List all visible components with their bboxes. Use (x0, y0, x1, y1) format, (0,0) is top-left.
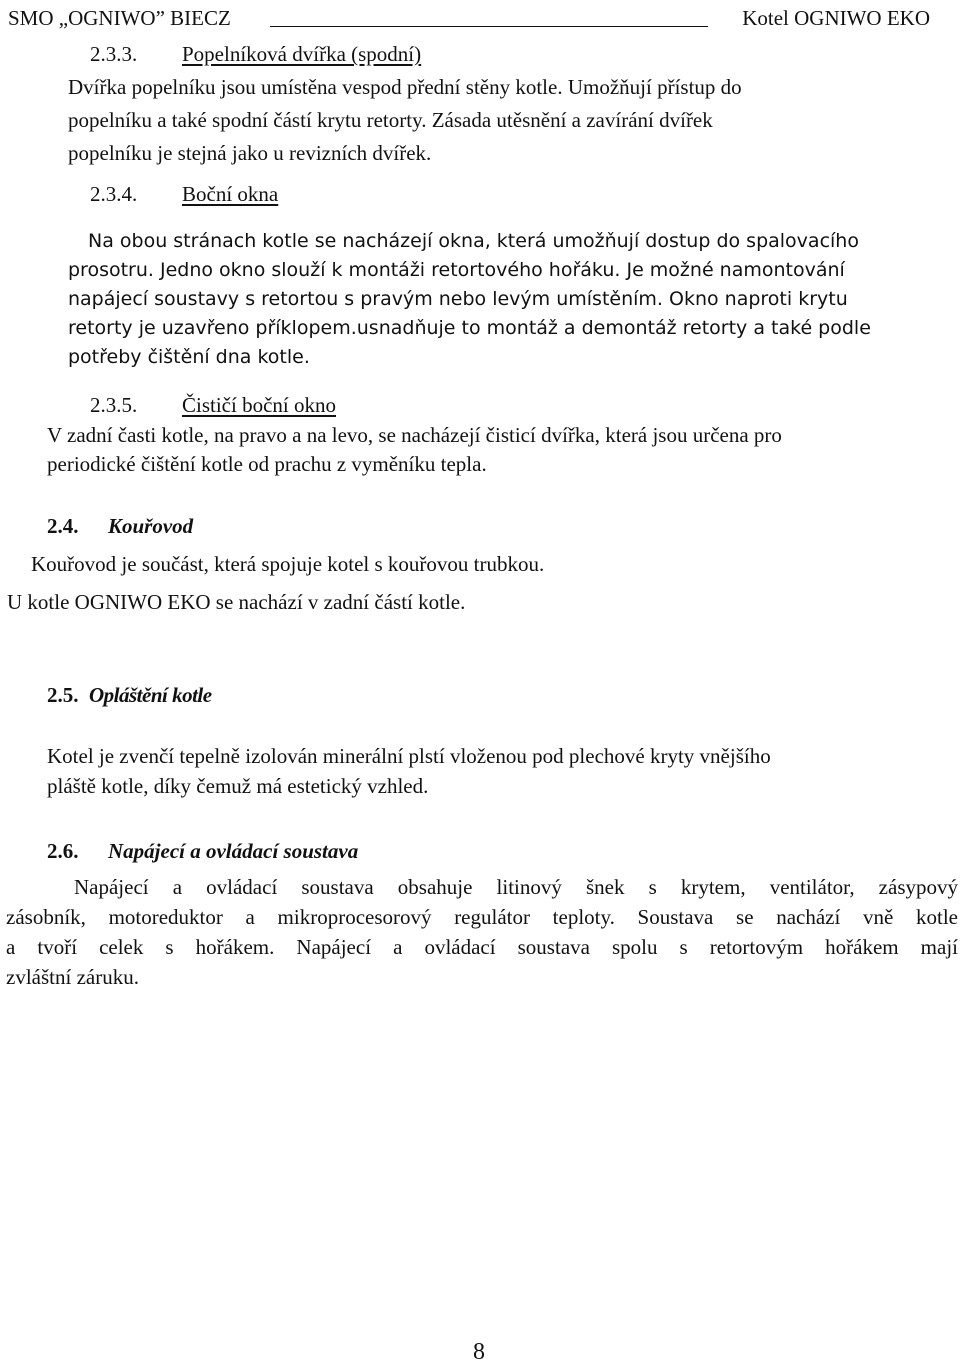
paragraph-line: U kotle OGNIWO EKO se nachází v zadní částí kotle. (7, 590, 466, 614)
header-rule (270, 26, 708, 27)
section-title: Čističí boční okno (182, 393, 336, 417)
heading-2-4 (47, 516, 193, 537)
section-number: 2.3.4. (90, 182, 138, 206)
section-title: Boční okna (182, 182, 279, 206)
section-title: Opláštění kotle (89, 683, 212, 707)
section-number: 2.6. (47, 839, 79, 863)
paragraph-line: prosotru. Jedno okno slouží k montáži retortového hořáku. Je možné namontování (68, 259, 845, 281)
section-title: Napájecí a ovládací soustava (108, 839, 359, 863)
paragraph-line: popelníku a také spodní částí krytu retorty. Zásada utěsnění a zavírání dvířek (68, 108, 713, 132)
heading-2-3-3 (90, 44, 421, 65)
page-number: 8 (473, 1339, 485, 1365)
paragraph-line: Napájecí a ovládací soustava obsahuje litinový šnek s krytem, ventilátor, zásypový (74, 875, 958, 899)
section-number: 2.4. (47, 514, 79, 538)
paragraph-line: V zadní časti kotle, na pravo a na levo, se nacházejí čisticí dvířka, která jsou určena pro (47, 423, 782, 447)
section-title: Popelníková dvířka (spodní) (182, 42, 422, 66)
running-header (8, 4, 930, 30)
heading-2-6 (47, 841, 358, 862)
paragraph-line: Dvířka popelníku jsou umístěna vespod přední stěny kotle. Umožňují přístup do (68, 75, 742, 99)
paragraph-line: Na obou stránach kotle se nacházejí okna, která umožňují dostup do spalovacího (88, 230, 859, 252)
section-number: 2.3.5. (90, 393, 138, 417)
heading-2-3-5 (90, 395, 336, 416)
header-company: SMO „OGNIWO” BIECZ (8, 6, 231, 30)
paragraph-line: napájecí soustavy s retortou s pravým nebo levým umístěním. Okno naproti krytu (68, 288, 848, 310)
paragraph-line: pláště kotle, díky čemuž má estetický vzhled. (47, 774, 429, 798)
paragraph-line: Kouřovod je součást, která spojuje kotel s kouřovou trubkou. (31, 552, 545, 576)
paragraph-line: Kotel je zvenčí tepelně izolován minerální plstí vloženou pod plechové kryty vnějšího (47, 744, 771, 768)
paragraph-line: a tvoří celek s hořákem. Napájecí a ovládací soustava spolu s retortovým hořákem mají (6, 935, 958, 959)
header-product: Kotel OGNIWO EKO (742, 6, 930, 30)
heading-2-3-4 (90, 184, 278, 205)
heading-2-5 (47, 685, 212, 706)
paragraph-line: popelníku je stejná jako u revizních dvířek. (68, 141, 432, 165)
paragraph-line: retorty je uzavřeno příklopem.usnadňuje to montáž a demontáž retorty a také podle (68, 317, 871, 339)
paragraph-line: potřeby čištění dna kotle. (68, 346, 310, 368)
section-number: 2.5. (47, 683, 79, 707)
paragraph-line: periodické čištění kotle od prachu z vyměníku tepla. (47, 452, 487, 476)
section-number: 2.3.3. (90, 42, 138, 66)
paragraph-line: zásobník, motoreduktor a mikroprocesorový regulátor teploty. Soustava se nachází vně kotle (6, 905, 958, 929)
paragraph-line: zvláštní záruku. (6, 965, 139, 989)
section-title: Kouřovod (108, 514, 194, 538)
